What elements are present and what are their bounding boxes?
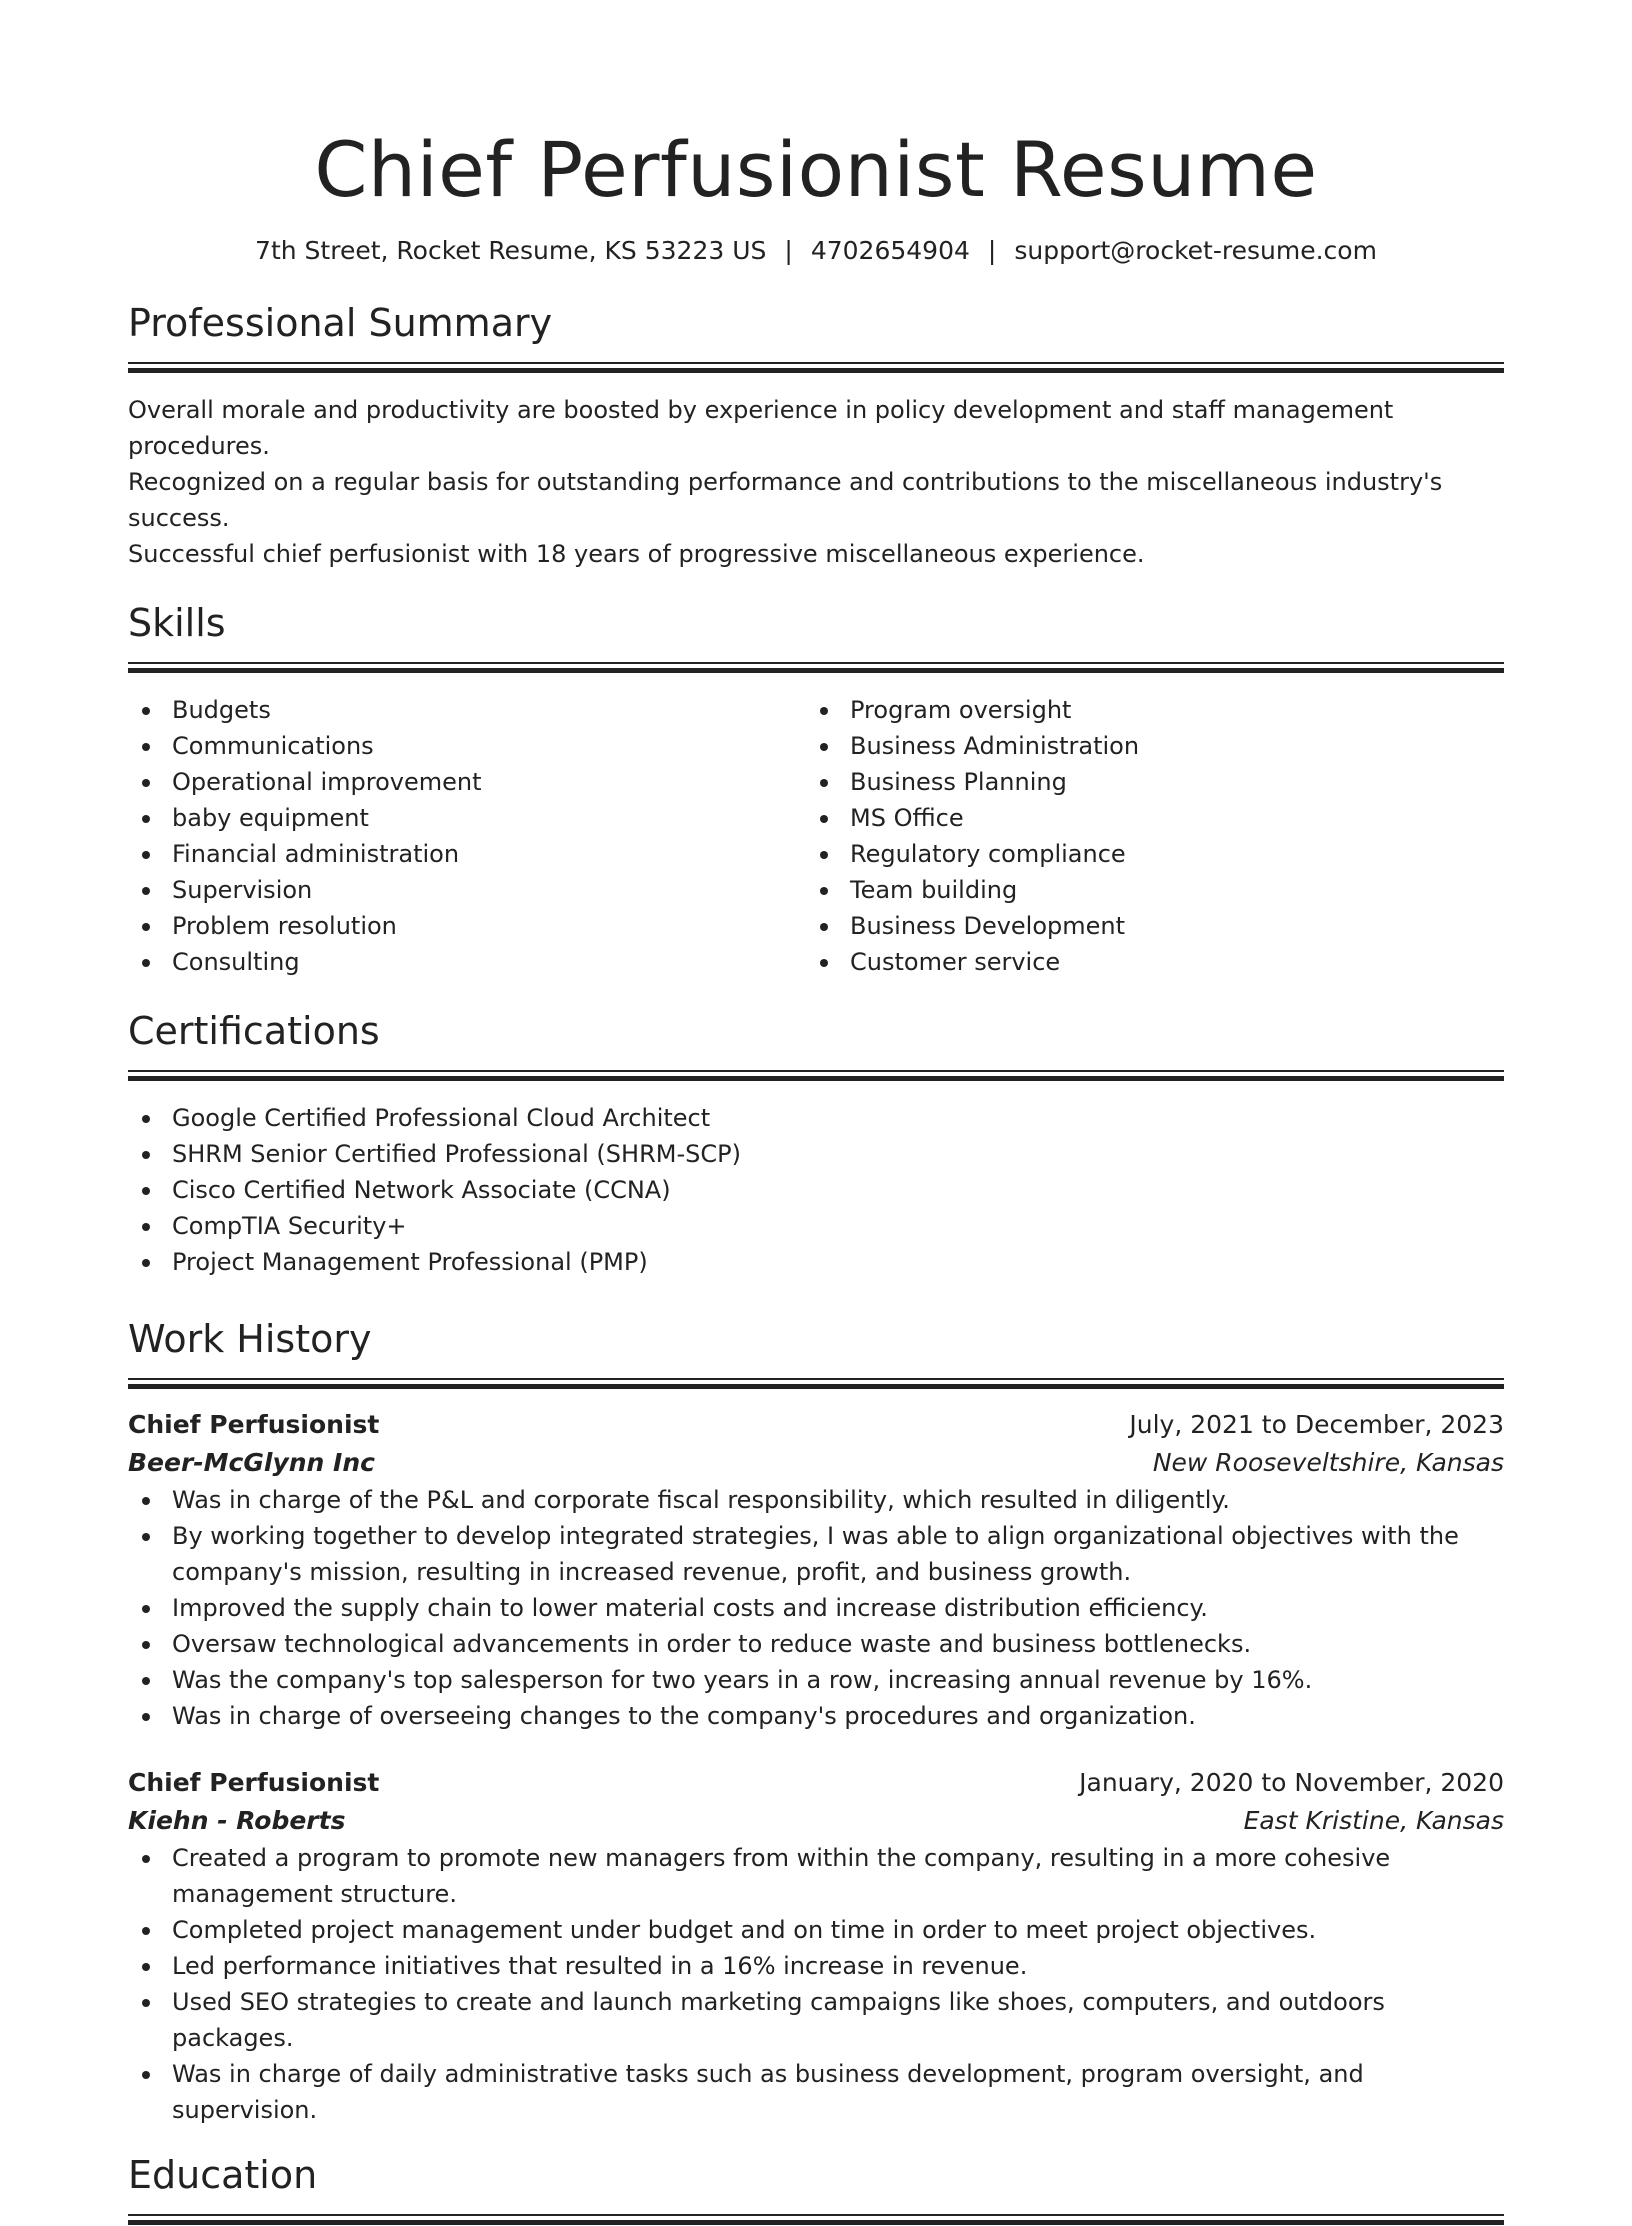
contact-phone: 4702654904 bbox=[810, 236, 970, 265]
skill-item: Program oversight bbox=[806, 692, 1484, 728]
job-bullet: By working together to develop integrated strategies, I was able to align organizational objectives with the company's mission, resulting in increased revenue, profit, and business growth. bbox=[128, 1518, 1504, 1590]
skill-item: Business Development bbox=[806, 908, 1484, 944]
section-divider bbox=[128, 362, 1504, 374]
contact-address: 7th Street, Rocket Resume, KS 53223 US bbox=[255, 236, 767, 265]
job-title: Chief Perfusionist bbox=[128, 1768, 380, 1797]
skill-item: baby equipment bbox=[128, 800, 806, 836]
job-bullets bbox=[128, 1840, 1504, 2128]
job-dates: January, 2020 to November, 2020 bbox=[1079, 1768, 1504, 1797]
skill-item: Budgets bbox=[128, 692, 806, 728]
job-bullet: Was in charge of overseeing changes to the company's procedures and organization. bbox=[128, 1698, 1504, 1734]
job-bullet: Improved the supply chain to lower material costs and increase distribution efficiency. bbox=[128, 1590, 1504, 1626]
contact-line bbox=[128, 234, 1504, 268]
section-divider bbox=[128, 662, 1504, 674]
resume-page bbox=[128, 0, 1504, 2226]
certification-item: Cisco Certified Network Associate (CCNA) bbox=[128, 1172, 1504, 1208]
job-bullet: Used SEO strategies to create and launch marketing campaigns like shoes, computers, and outdoors packages. bbox=[128, 1984, 1504, 2056]
skill-item: Supervision bbox=[128, 872, 806, 908]
summary-line: Successful chief perfusionist with 18 years of progressive miscellaneous experience. bbox=[128, 540, 1145, 568]
certifications-list bbox=[128, 1100, 1504, 1280]
certification-item: CompTIA Security+ bbox=[128, 1208, 1504, 1244]
job-company: Kiehn - Roberts bbox=[128, 1806, 346, 1835]
education-section bbox=[128, 2150, 1504, 2226]
job-company: Beer-McGlynn Inc bbox=[128, 1448, 375, 1477]
skill-item: MS Office bbox=[806, 800, 1484, 836]
contact-email: support@rocket-resume.com bbox=[1014, 236, 1377, 265]
summary-text bbox=[128, 392, 1504, 572]
contact-separator: | bbox=[987, 236, 997, 265]
job-bullet: Was the company's top salesperson for two years in a row, increasing annual revenue by 16%. bbox=[128, 1662, 1504, 1698]
summary-line: Overall morale and productivity are boosted by experience in policy development and staff management procedures. bbox=[128, 396, 1394, 460]
certification-item: Google Certified Professional Cloud Architect bbox=[128, 1100, 1504, 1136]
skill-item: Regulatory compliance bbox=[806, 836, 1484, 872]
job-subheader bbox=[128, 1444, 1504, 1482]
skills-heading: Skills bbox=[128, 601, 226, 645]
job-entry bbox=[128, 1406, 1504, 1734]
resume-title: Chief Perfusionist Resume bbox=[314, 125, 1318, 214]
skill-item: Consulting bbox=[128, 944, 806, 980]
job-title: Chief Perfusionist bbox=[128, 1410, 380, 1439]
skills-grid bbox=[128, 692, 1504, 980]
summary-heading: Professional Summary bbox=[128, 301, 553, 345]
job-bullet: Was in charge of daily administrative tasks such as business development, program oversight, and supervision. bbox=[128, 2056, 1504, 2128]
job-location: New Rooseveltshire, Kansas bbox=[1152, 1448, 1504, 1477]
skill-item: Team building bbox=[806, 872, 1484, 908]
skill-item: Problem resolution bbox=[128, 908, 806, 944]
job-location: East Kristine, Kansas bbox=[1243, 1806, 1504, 1835]
section-divider bbox=[128, 2214, 1504, 2226]
job-entry bbox=[128, 1764, 1504, 2128]
summary-section bbox=[128, 298, 1504, 572]
certification-item: Project Management Professional (PMP) bbox=[128, 1244, 1504, 1280]
certifications-section bbox=[128, 1006, 1504, 1280]
job-bullet: Oversaw technological advancements in order to reduce waste and business bottlenecks. bbox=[128, 1626, 1504, 1662]
certifications-heading: Certifications bbox=[128, 1009, 380, 1053]
skill-item: Communications bbox=[128, 728, 806, 764]
job-subheader bbox=[128, 1802, 1504, 1840]
summary-line: Recognized on a regular basis for outstanding performance and contributions to the miscellaneous industry's success. bbox=[128, 468, 1443, 532]
skill-item: Financial administration bbox=[128, 836, 806, 872]
skills-column-left bbox=[128, 692, 806, 980]
job-header bbox=[128, 1406, 1504, 1444]
skill-item: Business Administration bbox=[806, 728, 1484, 764]
job-bullet: Created a program to promote new managers from within the company, resulting in a more cohesive management structure. bbox=[128, 1840, 1504, 1912]
education-heading: Education bbox=[128, 2153, 318, 2197]
section-divider bbox=[128, 1070, 1504, 1082]
skills-section bbox=[128, 598, 1504, 980]
job-bullets bbox=[128, 1482, 1504, 1734]
certification-item: SHRM Senior Certified Professional (SHRM-SCP) bbox=[128, 1136, 1504, 1172]
contact-separator: | bbox=[784, 236, 793, 265]
section-divider bbox=[128, 1378, 1504, 1390]
skills-column-right bbox=[806, 692, 1484, 980]
skill-item: Customer service bbox=[806, 944, 1484, 980]
job-bullet: Was in charge of the P&L and corporate fiscal responsibility, which resulted in diligently. bbox=[128, 1482, 1504, 1518]
job-bullet: Led performance initiatives that resulted in a 16% increase in revenue. bbox=[128, 1948, 1504, 1984]
job-bullet: Completed project management under budget and on time in order to meet project objectives. bbox=[128, 1912, 1504, 1948]
work-history-heading: Work History bbox=[128, 1317, 372, 1361]
skill-item: Business Planning bbox=[806, 764, 1484, 800]
job-dates: July, 2021 to December, 2023 bbox=[1129, 1410, 1504, 1439]
work-history-section bbox=[128, 1314, 1504, 2128]
skill-item: Operational improvement bbox=[128, 764, 806, 800]
job-header bbox=[128, 1764, 1504, 1802]
